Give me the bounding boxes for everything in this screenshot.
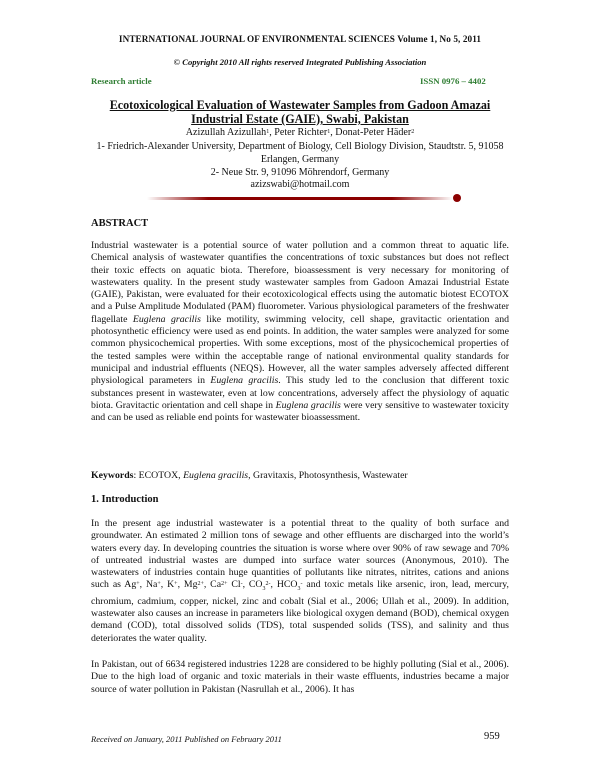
- keyword-text: , Gravitaxis, Photosynthesis, Wastewater: [248, 470, 408, 481]
- author-name: Azizullah Azizullah: [185, 127, 267, 138]
- ion-charge: +: [157, 581, 161, 588]
- author-list: Azizullah Azizullah$^1$, Peter Richter$^1$, Donat-Peter Häder$^2$: [185, 127, 415, 138]
- abstract-heading: ABSTRACT: [91, 218, 149, 229]
- affiliation-2: 2- Neue Str. 9, 91096 Möhrendorf, Germany: [210, 166, 390, 178]
- species-name: Euglena gracilis: [210, 375, 279, 387]
- ion-charge: -: [300, 581, 303, 588]
- decorative-divider: [147, 197, 453, 200]
- species-name: Euglena gracilis: [132, 313, 201, 325]
- keyword-text: : ECOTOX,: [133, 470, 184, 481]
- intro-text: and toxic metals like arsenic, iron, lead, mercury, chromium, cadmium, copper, nickel, zinc and cobalt (Sial et al., 2006; Ullah et al., 2009). In addition, wastewater also causes an increase in parameters like biological oxygen demand (BOD), chemical oxygen demand (COD), total dissolved solids (TDS), total suspended solids (TSS), and salinity and thus deteriorates the water quality.: [91, 579, 510, 644]
- ion-charge: 2+: [221, 581, 228, 588]
- journal-header: INTERNATIONAL JOURNAL OF ENVIRONMENTAL SCIENCES Volume 1, No 5, 2011: [118, 34, 482, 44]
- abstract-body: [91, 240, 509, 424]
- affiliation-1: 1- Friedrich-Alexander University, Department of Biology, Cell Biology Division, Staudtstr. 5, 91058 Erlangen, Germany: [96, 141, 504, 165]
- keywords-label: Keywords: [91, 470, 134, 481]
- page-number: 959: [484, 731, 500, 742]
- copyright-line: © Copyright 2010 All rights reserved Integrated Publishing Association: [173, 57, 427, 67]
- abstract-text: Industrial wastewater is a potential source of water pollution and a common threat to aquatic life. Chemical analysis of wastewater quantifies the concentrations of toxic substances but does not reflect their toxic effects on aquatic biota. Therefore, bioassessment is very necessary for monitoring of wastewaters quality. In the present study wastewater samples from Gadoon Amazai Industrial Estate (GAIE), Pakistan, were evaluated for their ecotoxicological effects using the automatic biotest ECOTOX and a Pulse Amplitude Modulated (PAM) fluorometer. Various physiological parameters of the freshwater flagellate: [91, 240, 509, 325]
- intro-text: , HCO: [270, 579, 298, 591]
- intro-text: Cl: [227, 579, 241, 591]
- ion-charge: 2-: [265, 581, 271, 588]
- ion-charge: 2+: [197, 581, 204, 588]
- author-affiliation-mark: 2: [411, 129, 415, 135]
- article-type: Research article: [91, 76, 152, 86]
- author-affiliation-mark: 1: [327, 129, 331, 135]
- ion-subscript: 3: [262, 586, 266, 593]
- abstract-text: like motility, swimming velocity, cell shape, gravitactic orientation and photosynthetic efficiency were used as end points. In addition, the water samples were analyzed for some common physicochemical properties. With some exceptions, most of the physicochemical properties of the tested samples were within the acceptable range of national environmental quality standards for municipal and industrial effluents (NEQS). However, all the water samples adversely affected different physiological parameters in: [91, 313, 510, 387]
- author-name: Donat-Peter Häder: [335, 127, 412, 138]
- keywords: [91, 470, 509, 481]
- abstract-text: were very sensitive to wastewater toxicity and can be used as reliable end points for wastewater bioassessment.: [91, 399, 509, 424]
- ion-charge: -: [240, 581, 243, 588]
- author-name: Peter Richter: [274, 127, 328, 138]
- intro-paragraph-2: In Pakistan, out of 6634 registered industries 1228 are considered to be highly polluting (Sial et al., 2006). Due to the high load of organic and toxic materials in their waste effluents, industries became a major source of water pollution in Pakistan (Nasrullah et al., 2006). It has: [91, 659, 509, 695]
- species-name: Euglena gracilis: [275, 399, 341, 411]
- intro-paragraph-1: [91, 518, 509, 645]
- intro-text: , Ca: [203, 579, 222, 591]
- intro-text: , Mg: [177, 579, 198, 591]
- ion-charge: +: [136, 581, 140, 588]
- email-link[interactable]: azizswabi@hotmail.com: [250, 179, 350, 191]
- keyword-species: Euglena gracilis: [183, 470, 249, 481]
- intro-text: , K: [160, 579, 175, 591]
- issn: ISSN 0976 – 4402: [420, 76, 486, 86]
- paper-title: Ecotoxicological Evaluation of Wastewater Samples from Gadoon Amazai Industrial Estate (GAIE), Swabi, Pakistan: [109, 98, 491, 126]
- divider-dot: [453, 194, 461, 202]
- intro-text: , Na: [139, 579, 158, 591]
- intro-text: In the present age industrial wastewater is a potential threat to the quality of both surface and groundwater. An estimated 2 million tons of sewage and other effluents are discharged into the world’s waters every day. In developing countries the situation is worse where over 90% of raw sewage and 70% of untreated industrial wastes are dumped into surface water sources (Anonymous, 2010). The wastewaters of industries contain huge quantities of pollutants like nitrates, nitrites, cations and anions such as Ag: [91, 518, 509, 591]
- author-affiliation-mark: 1: [266, 129, 270, 135]
- received-published-dates: Received on January, 2011 Published on February 2011: [91, 734, 282, 744]
- ion-subscript: 3: [297, 586, 301, 593]
- intro-text: , CO: [242, 579, 263, 591]
- ion-charge: +: [174, 581, 178, 588]
- affiliations: [90, 141, 510, 192]
- abstract-text: . This study led to the conclusion that different toxic substances present in wastewater, even at low concentrations, adversely affect the physiology of aquatic biota. Gravitactic orientation and cell shape in: [91, 375, 509, 411]
- introduction-heading: 1. Introduction: [91, 494, 159, 505]
